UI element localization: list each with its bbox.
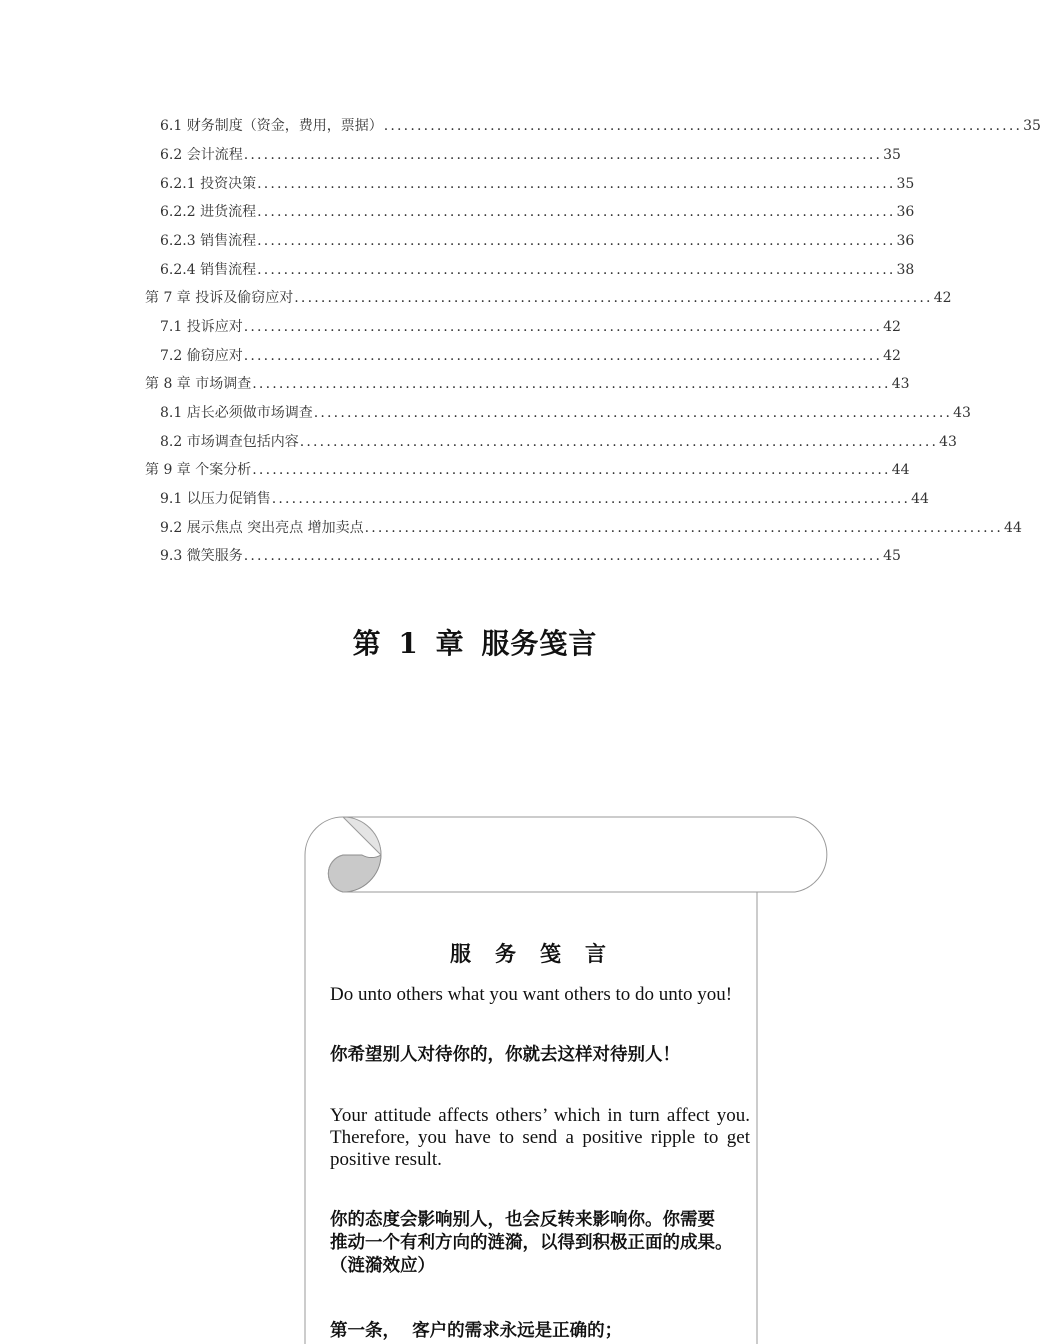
toc-entry-page: 43	[891, 376, 910, 392]
toc-entry-page: 38	[896, 262, 915, 278]
toc-entry-page: 36	[896, 204, 915, 220]
toc-leader-dots: ................................................................................................	[252, 462, 891, 478]
toc-entry[interactable]	[160, 112, 1041, 140]
english-ripple-line: positive result.	[330, 1149, 442, 1170]
toc-entry[interactable]	[160, 399, 971, 427]
toc-leader-dots: ................................................................................................	[383, 118, 1023, 134]
toc-entry-page: 44	[1004, 520, 1022, 536]
toc-entry-label: 9.3 微笑服务	[160, 548, 243, 564]
toc-entry-label: 7.1 投诉应对	[160, 319, 243, 335]
chinese-motto: 你希望别人对待你的，你就去这样对待别人！	[330, 1045, 680, 1065]
toc-entry-label: 第 9 章 个案分析	[145, 462, 252, 478]
toc-entry-label: 6.2.1 投资决策	[160, 176, 257, 192]
toc-entry[interactable]	[145, 284, 952, 312]
chapter-heading: 第 1 章 服务笺言	[352, 627, 598, 660]
toc-leader-dots: ................................................................................................	[243, 319, 883, 335]
toc-entry-label: 6.2 会计流程	[160, 147, 243, 163]
toc-leader-dots: ................................................................................................	[252, 376, 891, 392]
toc-entry-label: 8.2 市场调查包括内容	[160, 434, 299, 450]
toc-entry-page: 44	[891, 462, 910, 478]
chinese-ripple-line: 推动一个有利方向的涟漪，以得到积极正面的成果。	[330, 1233, 733, 1253]
toc-entry[interactable]	[145, 456, 910, 484]
chinese-ripple-line: （涟漪效应）	[330, 1256, 435, 1276]
toc-leader-dots: ................................................................................................	[243, 147, 883, 163]
toc-entry[interactable]	[160, 428, 957, 456]
toc-leader-dots: ................................................................................................	[313, 405, 953, 421]
toc-entry[interactable]	[160, 198, 915, 226]
toc-entry-label: 第 8 章 市场调查	[145, 376, 252, 392]
toc-entry-label: 6.2.3 销售流程	[160, 233, 257, 249]
toc-entry-label: 6.1 财务制度（资金，费用，票据）	[160, 118, 383, 134]
toc-entry-page: 35	[1023, 118, 1041, 134]
toc-entry[interactable]	[145, 370, 910, 398]
toc-entry[interactable]	[160, 313, 901, 341]
toc-leader-dots: ................................................................................................	[257, 233, 896, 249]
toc-entry-label: 第 7 章 投诉及偷窃应对	[145, 290, 294, 306]
scroll-title: 服务笺言	[450, 942, 630, 966]
toc-leader-dots: ................................................................................................	[257, 204, 896, 220]
toc-entry-page: 42	[933, 290, 952, 306]
toc-entry[interactable]	[160, 542, 901, 570]
chinese-ripple-line: 你的态度会影响别人，也会反转来影响你。你需要	[330, 1210, 715, 1230]
toc-entry-page: 43	[939, 434, 957, 450]
toc-entry-page: 36	[896, 233, 915, 249]
toc-entry-page: 35	[896, 176, 915, 192]
toc-entry-label: 8.1 店长必须做市场调查	[160, 405, 313, 421]
toc-entry-label: 9.1 以压力促销售	[160, 491, 271, 507]
toc-entry-page: 42	[883, 319, 901, 335]
toc-entry[interactable]	[160, 485, 929, 513]
toc-entry-page: 44	[911, 491, 929, 507]
toc-entry-label: 6.2.2 进货流程	[160, 204, 257, 220]
toc-entry-label: 9.2 展示焦点 突出亮点 增加卖点	[160, 520, 364, 536]
toc-leader-dots: ................................................................................................	[299, 434, 939, 450]
toc-entry[interactable]	[160, 256, 915, 284]
toc-leader-dots: ................................................................................................	[271, 491, 911, 507]
toc-entry[interactable]	[160, 170, 915, 198]
english-ripple-paragraph	[330, 1105, 750, 1171]
service-rule-1: 第一条， 客户的需求永远是正确的；	[330, 1321, 623, 1341]
toc-entry-page: 42	[883, 348, 901, 364]
toc-entry-page: 43	[953, 405, 971, 421]
toc-leader-dots: ................................................................................................	[364, 520, 1004, 536]
toc-leader-dots: ................................................................................................	[243, 548, 883, 564]
toc-entry[interactable]	[160, 141, 901, 169]
chinese-ripple-paragraph	[330, 1209, 770, 1278]
english-ripple-line: Therefore, you have to send a positive ripple to get	[330, 1127, 750, 1148]
toc-entry-label: 7.2 偷窃应对	[160, 348, 243, 364]
toc-leader-dots: ................................................................................................	[243, 348, 883, 364]
toc-entry-page: 35	[883, 147, 901, 163]
toc-entry-label: 6.2.4 销售流程	[160, 262, 257, 278]
toc-leader-dots: ................................................................................................	[294, 290, 933, 306]
toc-entry-page: 45	[883, 548, 901, 564]
toc-entry[interactable]	[160, 342, 901, 370]
toc-entry[interactable]	[160, 514, 1022, 542]
english-ripple-line: Your attitude affects others’ which in turn affect you.	[330, 1105, 750, 1126]
english-motto: Do unto others what you want others to do unto you!	[330, 984, 733, 1005]
toc-leader-dots: ................................................................................................	[257, 176, 896, 192]
toc-leader-dots: ................................................................................................	[257, 262, 896, 278]
toc-entry[interactable]	[160, 227, 915, 255]
